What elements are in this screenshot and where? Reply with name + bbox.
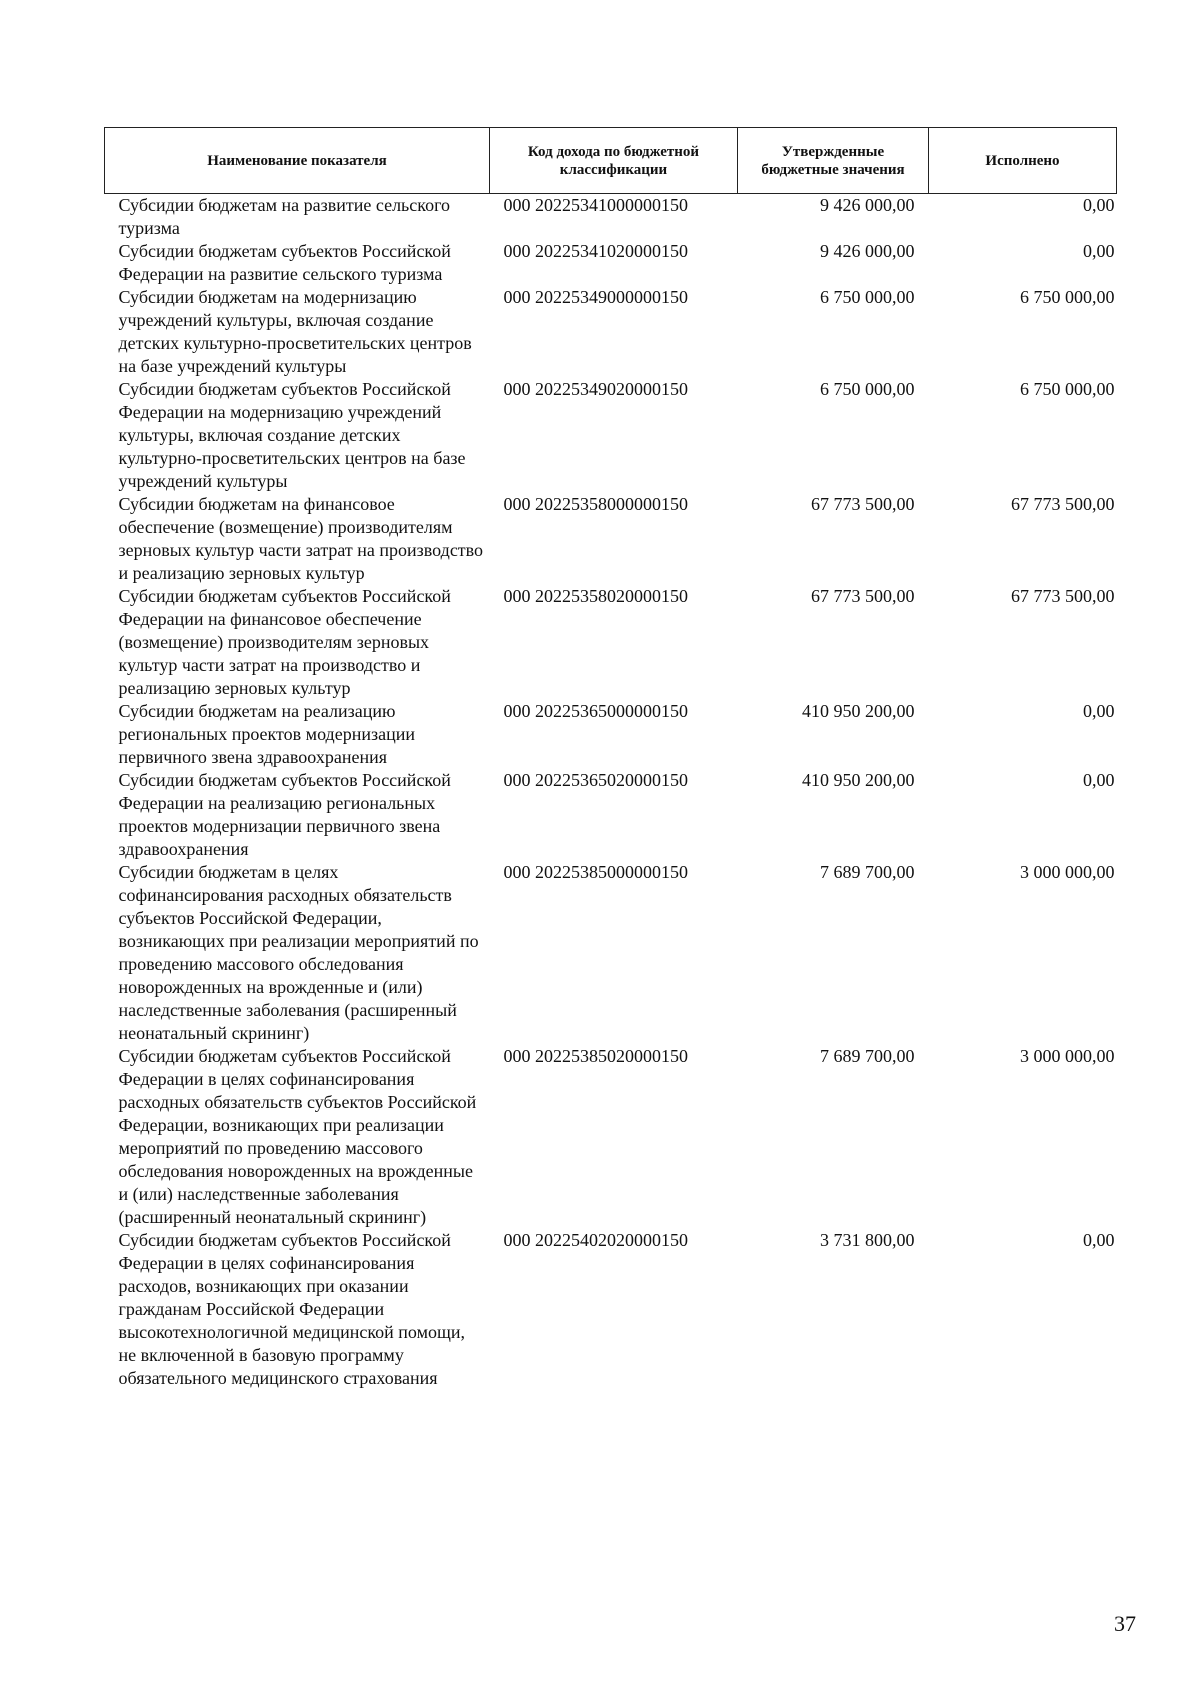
row-indicator-name: Субсидии бюджетам субъектов Российской Федерации на финансовое обеспечение (возмещение) производителям зерновых культур части затрат на производство и реализацию зерновых культур	[118, 586, 451, 698]
table-row	[105, 1229, 1117, 1390]
row-income-code: 000 20225385000000150	[503, 862, 688, 882]
table-row	[105, 194, 1117, 241]
row-approved-value: 6 750 000,00	[820, 379, 915, 399]
row-approved-value: 7 689 700,00	[820, 862, 915, 882]
row-approved-value: 67 773 500,00	[811, 494, 915, 514]
row-executed-value: 3 000 000,00	[1020, 1046, 1115, 1066]
row-income-code: 000 20225385020000150	[503, 1046, 688, 1066]
row-income-code: 000 20225341020000150	[503, 241, 688, 261]
row-income-code: 000 20225358020000150	[503, 586, 688, 606]
row-approved-value: 3 731 800,00	[820, 1230, 915, 1250]
header-executed: Исполнено	[929, 128, 1117, 194]
page-number: 37	[1114, 1611, 1136, 1636]
header-approved-values: Утвержденные бюджетные значения	[738, 128, 929, 194]
row-executed-value: 0,00	[1083, 1230, 1115, 1250]
row-income-code: 000 20225365000000150	[503, 701, 688, 721]
table-row	[105, 700, 1117, 769]
table-row	[105, 769, 1117, 861]
row-executed-value: 0,00	[1083, 241, 1115, 261]
row-income-code: 000 20225341000000150	[503, 195, 688, 215]
row-executed-value: 67 773 500,00	[1011, 586, 1115, 606]
row-income-code: 000 20225349020000150	[503, 379, 688, 399]
header-income-code: Код дохода по бюджетной классификации	[490, 128, 738, 194]
table-row	[105, 585, 1117, 700]
row-executed-value: 67 773 500,00	[1011, 494, 1115, 514]
row-approved-value: 9 426 000,00	[820, 241, 915, 261]
table-row	[105, 378, 1117, 493]
row-approved-value: 410 950 200,00	[802, 701, 915, 721]
row-executed-value: 0,00	[1083, 701, 1115, 721]
row-indicator-name: Субсидии бюджетам субъектов Российской Федерации на реализацию региональных проектов модернизации первичного звена здравоохранения	[118, 770, 451, 859]
row-approved-value: 6 750 000,00	[820, 287, 915, 307]
row-indicator-name: Субсидии бюджетам на реализацию региональных проектов модернизации первичного звена здравоохранения	[118, 701, 415, 767]
row-executed-value: 6 750 000,00	[1020, 287, 1115, 307]
row-income-code: 000 20225402020000150	[503, 1230, 688, 1250]
row-indicator-name: Субсидии бюджетам субъектов Российской Федерации на развитие сельского туризма	[118, 241, 451, 284]
row-income-code: 000 20225349000000150	[503, 287, 688, 307]
row-approved-value: 410 950 200,00	[802, 770, 915, 790]
row-indicator-name: Субсидии бюджетам на модернизацию учреждений культуры, включая создание детских культурно-просветительских центров на базе учреждений культуры	[118, 287, 472, 376]
row-executed-value: 3 000 000,00	[1020, 862, 1115, 882]
row-indicator-name: Субсидии бюджетам в целях софинансирования расходных обязательств субъектов Российской Федерации, возникающих при реализации мероприятий по проведению массового обследования новорожденных на врожденные и (или) наследственные заболевания (расширенный неонатальный скрининг)	[118, 862, 479, 1043]
table-row	[105, 493, 1117, 585]
row-indicator-name: Субсидии бюджетам на финансовое обеспечение (возмещение) производителям зерновых культур части затрат на производство и реализацию зерновых культур	[118, 494, 484, 583]
table-row	[105, 286, 1117, 378]
row-income-code: 000 20225358000000150	[503, 494, 688, 514]
row-approved-value: 9 426 000,00	[820, 195, 915, 215]
table-header	[105, 128, 1117, 194]
row-income-code: 000 20225365020000150	[503, 770, 688, 790]
table-row	[105, 1045, 1117, 1229]
budget-table	[104, 127, 1117, 1390]
row-indicator-name: Субсидии бюджетам субъектов Российской Федерации на модернизацию учреждений культуры, включая создание детских культурно-просветительских центров на базе учреждений культуры	[118, 379, 466, 491]
row-approved-value: 67 773 500,00	[811, 586, 915, 606]
row-indicator-name: Субсидии бюджетам на развитие сельского туризма	[118, 195, 451, 238]
row-executed-value: 6 750 000,00	[1020, 379, 1115, 399]
table-row	[105, 861, 1117, 1045]
row-indicator-name: Субсидии бюджетам субъектов Российской Федерации в целях софинансирования расходных обязательств субъектов Российской Федерации, возникающих при реализации мероприятий по проведению массового обследования новорожденных на врожденные и (или) наследственные заболевания (расширенный неонатальный скрининг)	[118, 1046, 477, 1227]
row-executed-value: 0,00	[1083, 195, 1115, 215]
row-approved-value: 7 689 700,00	[820, 1046, 915, 1066]
row-executed-value: 0,00	[1083, 770, 1115, 790]
table-row	[105, 240, 1117, 286]
row-indicator-name: Субсидии бюджетам субъектов Российской Федерации в целях софинансирования расходов, возникающих при оказании гражданам Российской Федерации высокотехнологичной медицинской помощи, не включенной в базовую программу обязательного медицинского страхования	[118, 1230, 465, 1388]
header-indicator-name: Наименование показателя	[105, 128, 490, 194]
table-body	[105, 194, 1117, 1391]
